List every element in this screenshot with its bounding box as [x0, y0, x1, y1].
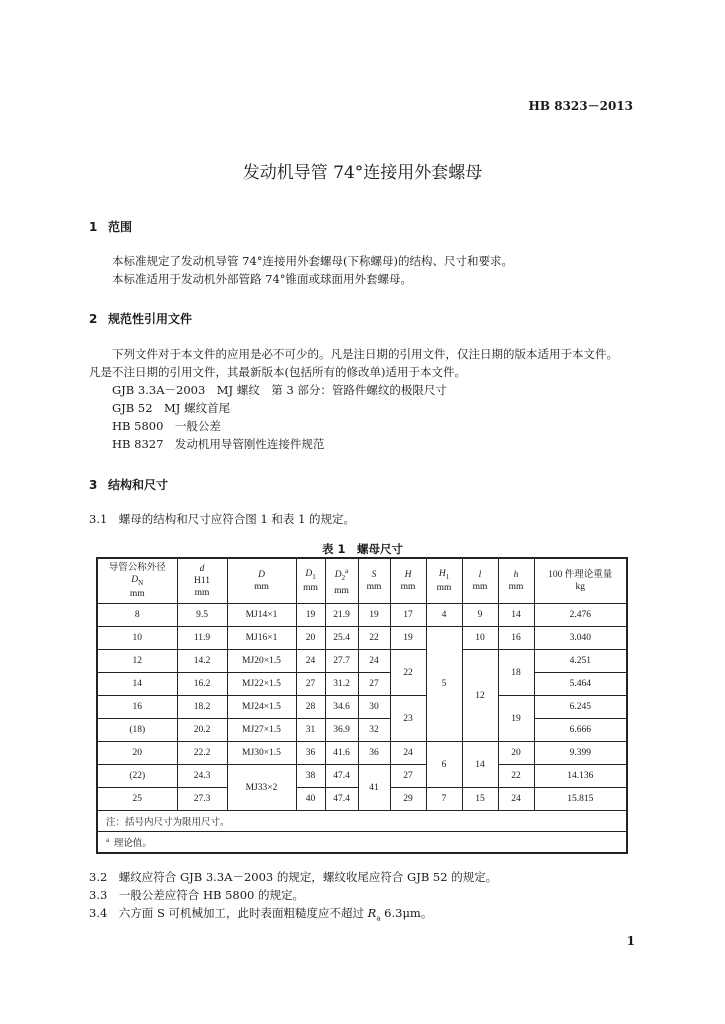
table-cell: 24	[358, 650, 390, 673]
table-cell: 24	[390, 742, 426, 765]
paragraph: 本标准适用于发动机外部管路 74°锥面或球面用外套螺母。	[112, 272, 413, 286]
table-cell: 27.3	[177, 788, 227, 811]
table-cell-merged: 12	[462, 650, 498, 742]
table-note-row	[97, 811, 627, 832]
header-H: H mm	[390, 558, 426, 604]
table-header-row	[97, 558, 627, 604]
header-dn: 导管公称外径 $D_N$ mm	[97, 558, 177, 604]
table-cell: MJ14×1	[227, 604, 296, 627]
table-caption: 表 1 螺母尺寸	[321, 542, 403, 556]
section-title: 范围	[108, 220, 133, 234]
table-cell: 28	[296, 696, 325, 719]
standard-number: HB 8323－2013	[528, 99, 633, 113]
table-cell: 10	[462, 627, 498, 650]
table-cell: 47.4	[325, 765, 358, 788]
header-S: S mm	[358, 558, 390, 604]
paragraph: 凡是不注日期的引用文件，其最新版本(包括所有的修改单)适用于本文件。	[89, 365, 466, 379]
header-l: l mm	[462, 558, 498, 604]
table-row	[97, 650, 627, 673]
table-cell-merged: MJ33×2	[227, 765, 296, 811]
table-cell: 21.9	[325, 604, 358, 627]
table-cell: 16	[498, 627, 534, 650]
section-title: 规范性引用文件	[108, 312, 193, 326]
table-row	[97, 696, 627, 719]
header-H1: $H_1$ mm	[426, 558, 462, 604]
table-cell: 17	[390, 604, 426, 627]
table-note: 注：括号内尺寸为限用尺寸。	[97, 811, 627, 832]
paragraph: 下列文件对于本文件的应用是必不可少的。凡是注日期的引用文件，仅注日期的版本适用于本文件。	[112, 347, 618, 361]
table-cell: 24	[296, 650, 325, 673]
table-cell: 11.9	[177, 627, 227, 650]
table-cell: MJ20×1.5	[227, 650, 296, 673]
table-cell: (18)	[97, 719, 177, 742]
reference-item: HB 8327 发动机用导管刚性连接件规范	[112, 437, 325, 451]
clause-3-2: 3.2 螺纹应符合 GJB 3.3A－2003 的规定，螺纹收尾应符合 GJB 52 的规定。	[89, 870, 498, 884]
table-cell: 14	[97, 673, 177, 696]
clause-3-1: 3.1 螺母的结构和尺寸应符合图 1 和表 1 的规定。	[89, 512, 356, 526]
reference-item: HB 5800 一般公差	[112, 419, 221, 433]
table-cell: 6.666	[534, 719, 627, 742]
table-cell: 27	[358, 673, 390, 696]
table-cell: 9.399	[534, 742, 627, 765]
table-cell: (22)	[97, 765, 177, 788]
table-footnote-row	[97, 832, 627, 854]
table-row	[97, 719, 627, 742]
table-cell: 18.2	[177, 696, 227, 719]
table-cell: 12	[97, 650, 177, 673]
page-title: 发动机导管 74°连接用外套螺母	[242, 163, 483, 183]
section-number: 3	[89, 478, 98, 492]
table-cell: 19	[296, 604, 325, 627]
table-cell-merged: 6	[426, 742, 462, 788]
table-cell: 4.251	[534, 650, 627, 673]
table-cell: 5.464	[534, 673, 627, 696]
table-cell-merged: 23	[390, 696, 426, 742]
table-cell: 19	[390, 627, 426, 650]
table-cell: 15	[462, 788, 498, 811]
table-cell: 22	[498, 765, 534, 788]
section-number: 2	[89, 312, 98, 326]
table-cell: 27	[296, 673, 325, 696]
table-cell: 24.3	[177, 765, 227, 788]
table-row	[97, 604, 627, 627]
reference-item: GJB 3.3A－2003 MJ 螺纹 第 3 部分：管路件螺纹的极限尺寸	[112, 383, 447, 397]
table-cell: 3.040	[534, 627, 627, 650]
table-cell: 2.476	[534, 604, 627, 627]
section-number: 1	[89, 220, 98, 234]
section-3-heading	[89, 476, 168, 493]
table-cell: MJ22×1.5	[227, 673, 296, 696]
header-D2: $D_2^a$ mm	[325, 558, 358, 604]
table-cell: 8	[97, 604, 177, 627]
table-cell: 20	[498, 742, 534, 765]
table-row	[97, 765, 627, 788]
table-cell: 47.4	[325, 788, 358, 811]
table-cell: 32	[358, 719, 390, 742]
page-number: 1	[626, 934, 635, 948]
section-2-heading	[89, 310, 192, 327]
table-cell: 7	[426, 788, 462, 811]
table-cell: 16.2	[177, 673, 227, 696]
table-cell: 14.136	[534, 765, 627, 788]
section-1-heading	[89, 218, 132, 235]
table-cell: 14.2	[177, 650, 227, 673]
table-cell: 9.5	[177, 604, 227, 627]
table-cell: 31.2	[325, 673, 358, 696]
table-cell: 22	[358, 627, 390, 650]
table-cell-merged: 18	[498, 650, 534, 696]
header-h: h mm	[498, 558, 534, 604]
clause-3-3: 3.3 一般公差应符合 HB 5800 的规定。	[89, 888, 305, 902]
table-cell: 40	[296, 788, 325, 811]
table-cell: 20	[296, 627, 325, 650]
table-cell: 36	[296, 742, 325, 765]
table-cell: 15.815	[534, 788, 627, 811]
header-D: D mm	[227, 558, 296, 604]
table-cell: 34.6	[325, 696, 358, 719]
table-cell: 4	[426, 604, 462, 627]
table-cell: 25	[97, 788, 177, 811]
table-cell: 24	[498, 788, 534, 811]
table-cell-merged: 14	[462, 742, 498, 788]
section-title: 结构和尺寸	[108, 478, 169, 492]
table-row	[97, 627, 627, 650]
table-cell: 36	[358, 742, 390, 765]
table-cell-merged: 5	[426, 627, 462, 742]
paragraph: 本标准规定了发动机导管 74°连接用外套螺母(下称螺母)的结构、尺寸和要求。	[112, 254, 514, 268]
table-cell: MJ27×1.5	[227, 719, 296, 742]
table-cell: 25.4	[325, 627, 358, 650]
table-cell: 41.6	[325, 742, 358, 765]
table-row	[97, 742, 627, 765]
table-cell: MJ30×1.5	[227, 742, 296, 765]
table-cell: 16	[97, 696, 177, 719]
table-footnote: $^a$ 理论值。	[97, 832, 627, 854]
table-cell: 31	[296, 719, 325, 742]
table-cell: 14	[498, 604, 534, 627]
header-weight: 100 件理论重量 kg	[534, 558, 627, 604]
table-cell: 38	[296, 765, 325, 788]
header-D1: $D_1$ mm	[296, 558, 325, 604]
table-cell: 36.9	[325, 719, 358, 742]
table-row	[97, 673, 627, 696]
table-cell-merged: 22	[390, 650, 426, 696]
table-cell: MJ24×1.5	[227, 696, 296, 719]
table-cell: 20	[97, 742, 177, 765]
table-cell: 29	[390, 788, 426, 811]
table-cell: 22.2	[177, 742, 227, 765]
table-cell: 19	[358, 604, 390, 627]
table-cell: MJ16×1	[227, 627, 296, 650]
header-d: d H11 mm	[177, 558, 227, 604]
table-cell: 10	[97, 627, 177, 650]
clause-3-4: 3.4 六方面 S 可机械加工，此时表面粗糙度应不超过 $R_a$ 6.3μm。	[89, 906, 433, 923]
table-cell: 27.7	[325, 650, 358, 673]
reference-item: GJB 52 MJ 螺纹首尾	[112, 401, 231, 415]
table-cell: 20.2	[177, 719, 227, 742]
table-cell-merged: 19	[498, 696, 534, 742]
table-cell: 6.245	[534, 696, 627, 719]
nut-dimensions-table	[96, 557, 628, 854]
table-cell: 9	[462, 604, 498, 627]
table-cell-merged: 41	[358, 765, 390, 811]
table-cell: 27	[390, 765, 426, 788]
table-cell: 30	[358, 696, 390, 719]
